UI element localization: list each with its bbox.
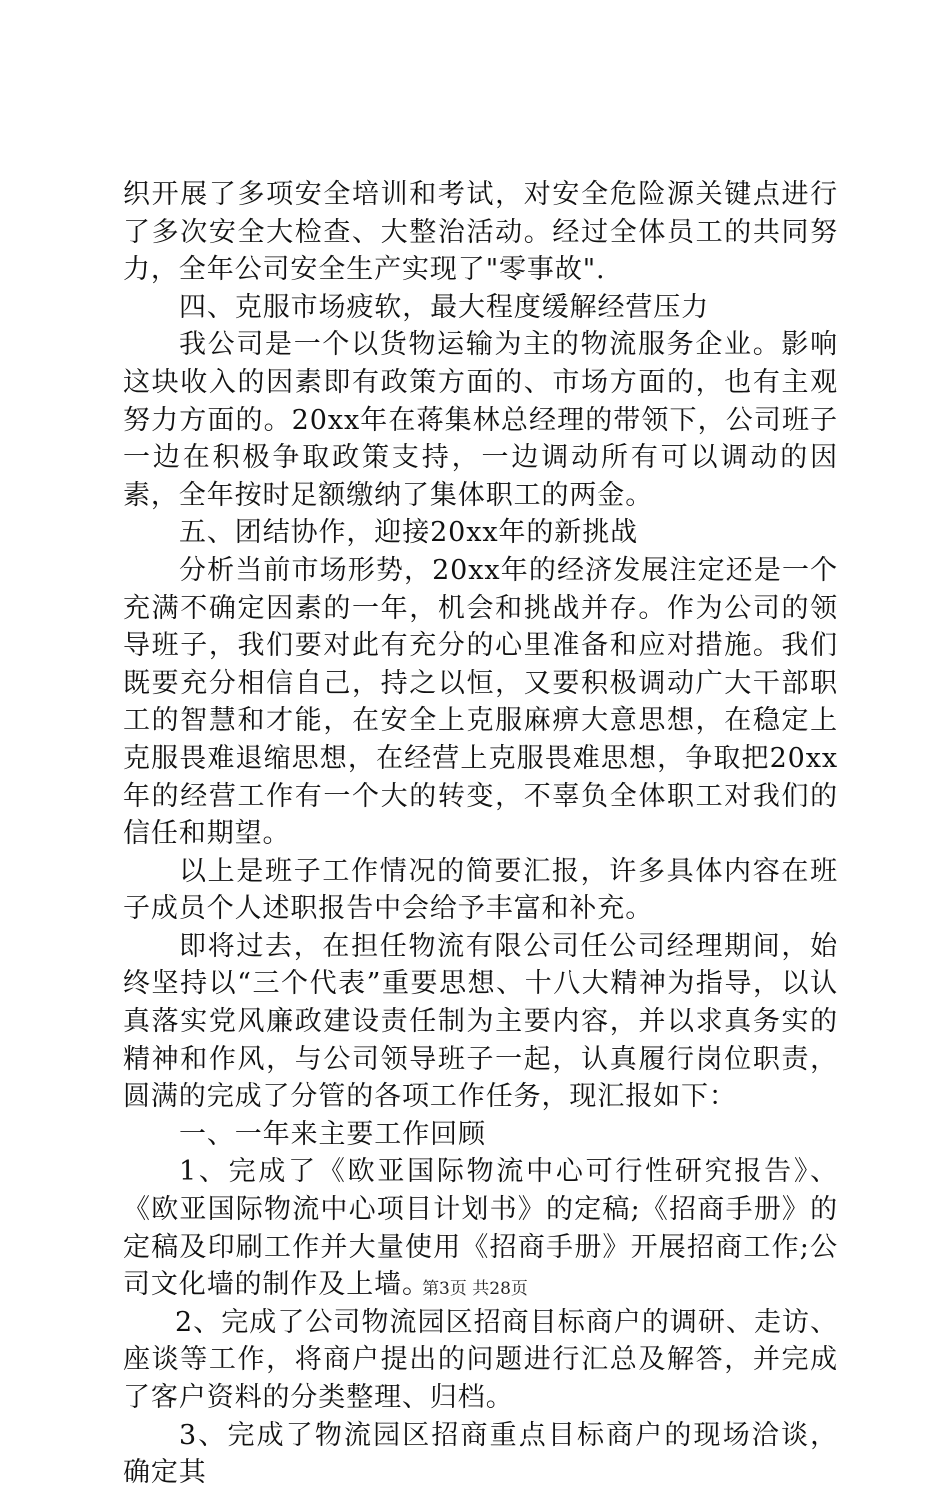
section-heading-1: 一、一年来主要工作回顾 — [179, 1118, 486, 1150]
page-number-label: 第3页 共28页 — [422, 1279, 528, 1299]
page-footer — [0, 1274, 950, 1299]
paragraph-continued: 织开展了多项安全培训和考试，对安全危险源关键点进行了多次安全大检查、大整治活动。经过全体员工的共同努力，全年公司安全生产实现了"零事故". — [123, 179, 838, 286]
paragraph: 分析当前市场形势，20xx年的经济发展注定还是一个充满不确定因素的一年，机会和挑战并存。作为公司的领导班子，我们要对此有充分的心里准备和应对措施。我们既要充分相信自己，持之以恒，又要积极调动广大干部职工的智慧和才能，在安全上克服麻痹大意思想，在稳定上克服畏难退缩思想，在经营上克服畏难思想，争取把20xx年的经营工作有一个大的转变，不辜负全体职工对我们的信任和期望。 — [123, 554, 838, 850]
list-item: 3、完成了物流园区招商重点目标商户的现场洽谈，确定其 — [123, 1419, 838, 1489]
paragraph: 即将过去，在担任物流有限公司任公司经理期间，始终坚持以“三个代表”重要思想、十八大精神为指导，以认真落实党风廉政建设责任制为主要内容，并以求真务实的精神和作风，与公司领导班子一起，认真履行岗位职责，圆满的完成了分管的各项工作任务，现汇报如下： — [123, 930, 838, 1113]
list-item: 1、完成了《欧亚国际物流中心可行性研究报告》、《欧亚国际物流中心项目计划书》的定稿;《招商手册》的定稿及印刷工作并大量使用《招商手册》开展招商工作;公司文化墙的制作及上墙。 — [123, 1156, 838, 1301]
list-item: 2、完成了公司物流园区招商目标商户的调研、走访、座谈等工作，将商户提出的问题进行汇总及解答，并完成了客户资料的分类整理、归档。 — [123, 1306, 838, 1413]
paragraph: 我公司是一个以货物运输为主的物流服务企业。影响这块收入的因素即有政策方面的、市场方面的，也有主观努力方面的。20xx年在蒋集林总经理的带领下，公司班子一边在积极争取政策支持，一边调动所有可以调动的因素，全年按时足额缴纳了集体职工的两金。 — [123, 329, 838, 511]
paragraph: 以上是班子工作情况的简要汇报，许多具体内容在班子成员个人述职报告中会给予丰富和补充。 — [123, 855, 838, 925]
section-heading-4: 四、克服市场疲软，最大程度缓解经营压力 — [179, 291, 710, 323]
section-heading-5: 五、团结协作，迎接20xx年的新挑战 — [179, 517, 639, 549]
